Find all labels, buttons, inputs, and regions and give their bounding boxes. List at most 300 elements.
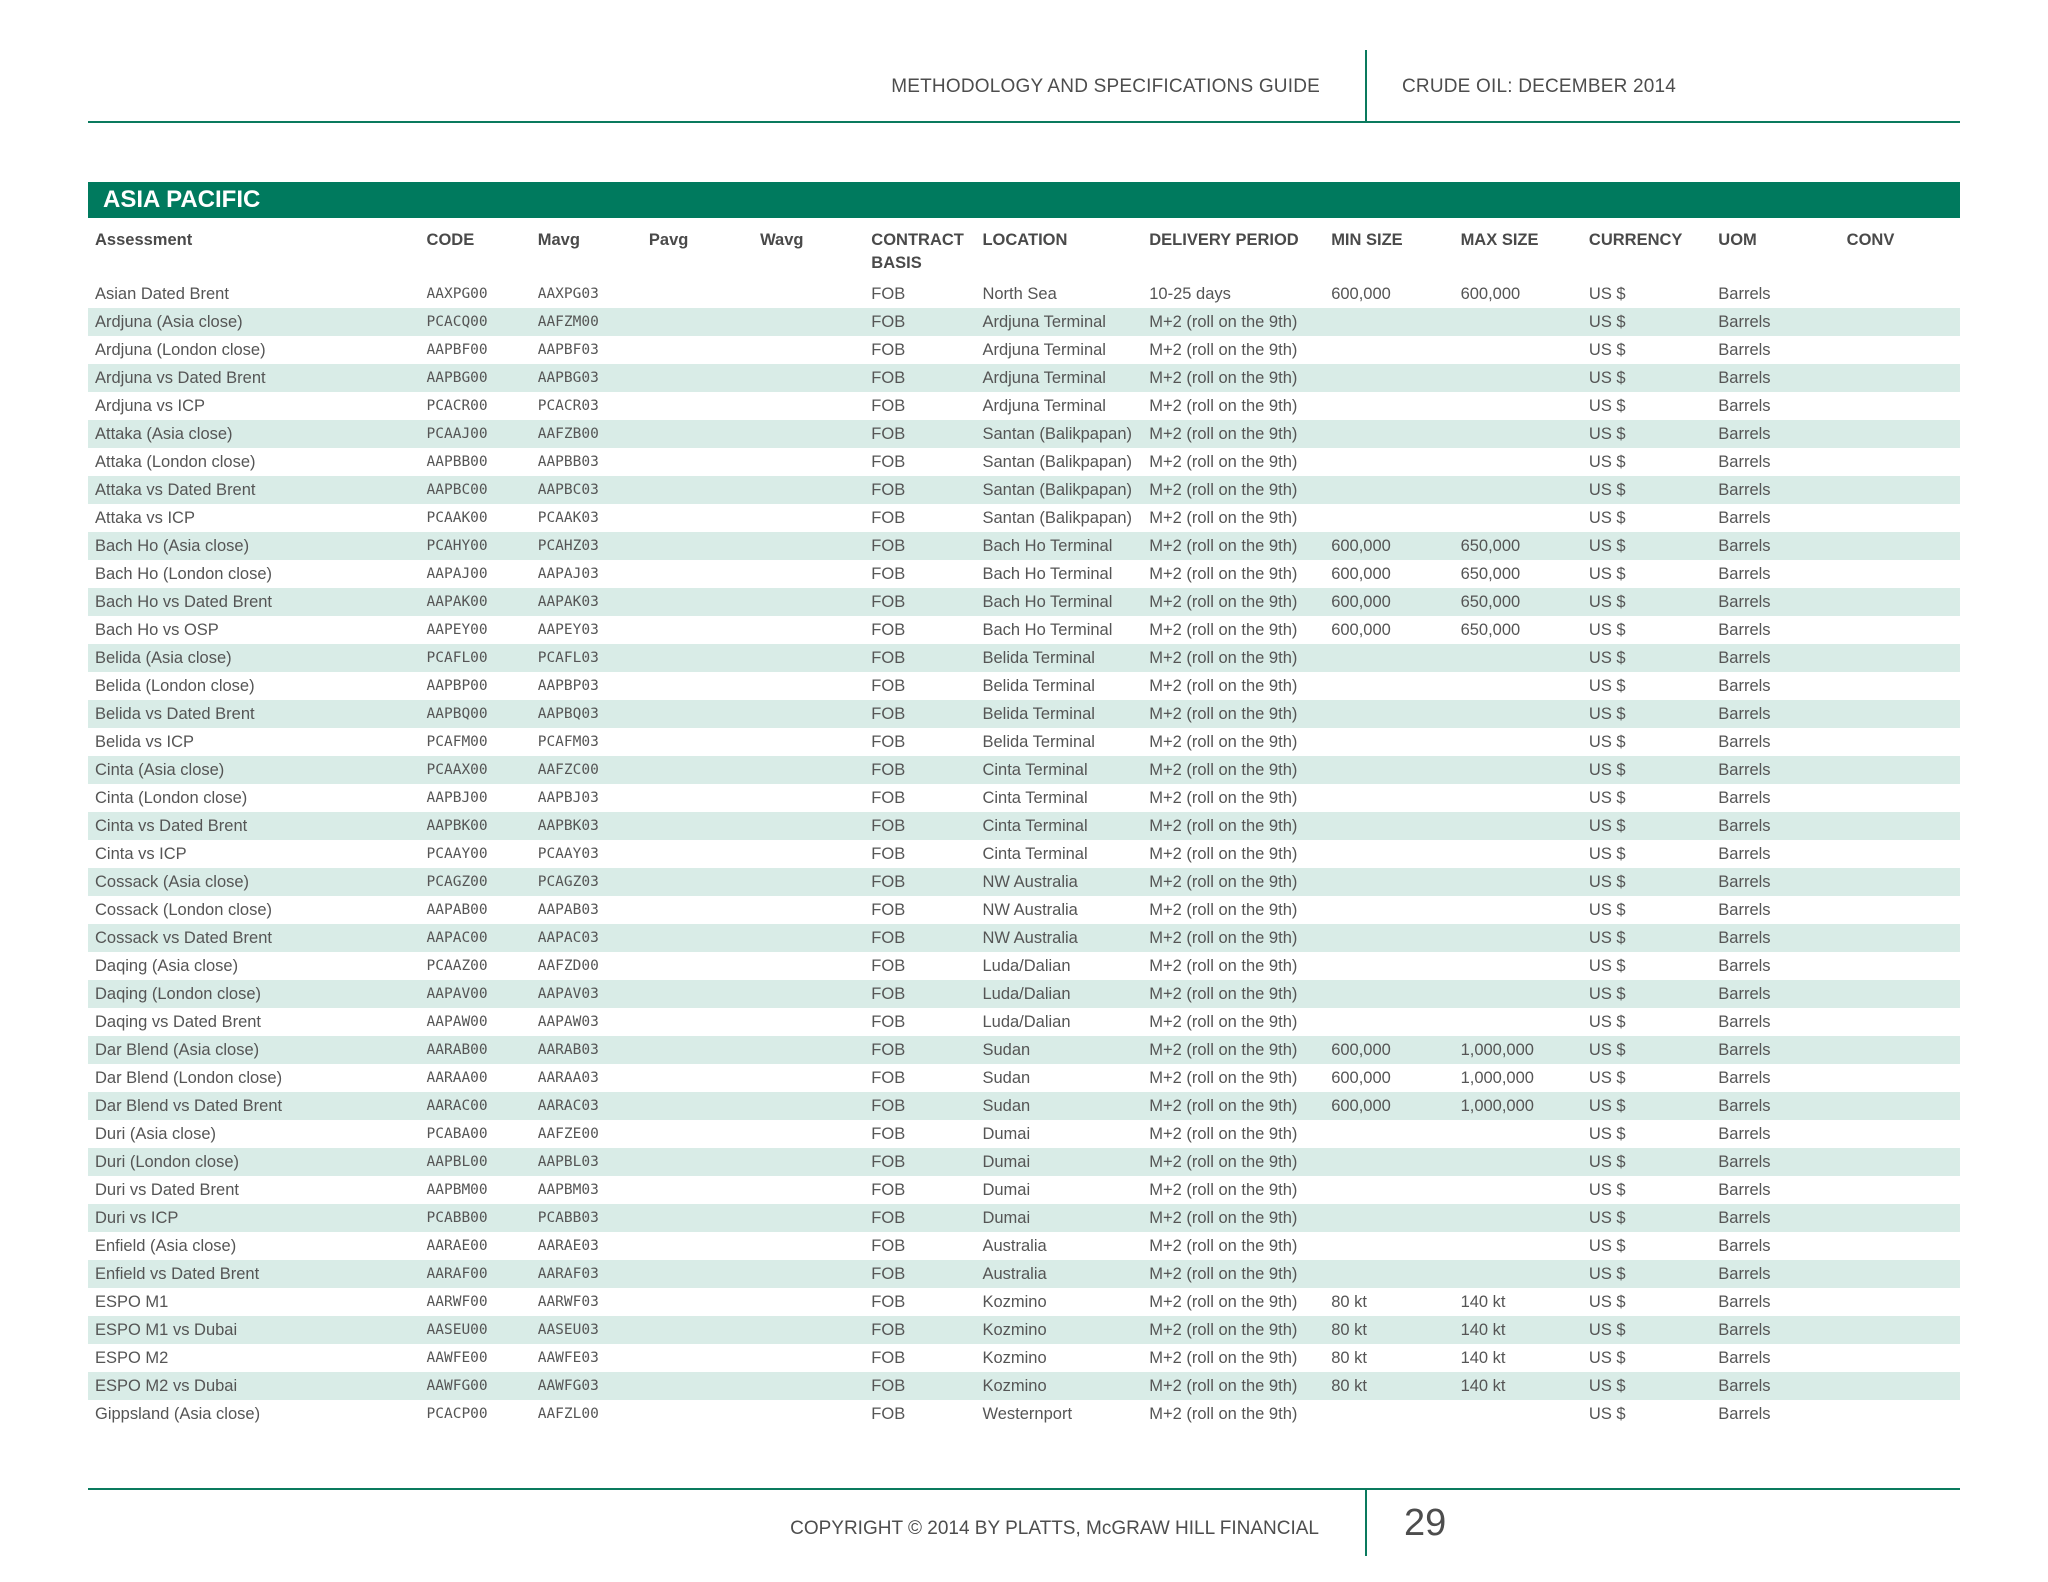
- cell-delivery-period: M+2 (roll on the 9th): [1149, 620, 1298, 639]
- cell-assessment: Bach Ho vs Dated Brent: [88, 588, 420, 616]
- cell-code: PCAAZ00: [426, 958, 488, 974]
- cell-mavg: AARWF03: [537, 1294, 599, 1310]
- cell-delivery-period: M+2 (roll on the 9th): [1149, 1124, 1298, 1143]
- cell-min-size: [1324, 700, 1453, 728]
- cell-delivery-period: M+2 (roll on the 9th): [1142, 308, 1324, 336]
- cell-mavg: AAPBB03: [537, 454, 599, 470]
- cell-code: PCABA00: [426, 1126, 488, 1142]
- header-rule: [88, 121, 1960, 123]
- cell-delivery-period: M+2 (roll on the 9th): [1149, 844, 1298, 863]
- cell-uom: Barrels: [1711, 476, 1839, 504]
- cell-pavg: [642, 420, 753, 448]
- cell-contract-basis: FOB: [871, 508, 906, 527]
- cell-assessment: Cossack vs Dated Brent: [88, 924, 420, 952]
- cell-location: Kozmino: [982, 1292, 1047, 1311]
- cell-pavg: [642, 448, 753, 476]
- cell-location: Belida Terminal: [982, 732, 1095, 751]
- cell-code: PCACP00: [426, 1406, 488, 1422]
- cell-uom: Barrels: [1718, 844, 1771, 863]
- cell-currency: US $: [1588, 956, 1626, 975]
- cell-pavg: [642, 1232, 753, 1260]
- cell-delivery-period: M+2 (roll on the 9th): [1142, 1148, 1324, 1176]
- table-header: [88, 222, 1960, 280]
- cell-conv: [1840, 1372, 1960, 1400]
- cell-code: AARAC00: [420, 1092, 531, 1120]
- cell-assessment: Daqing vs Dated Brent: [95, 1012, 262, 1031]
- cell-wavg: [753, 560, 864, 588]
- cell-max-size: 650,000: [1454, 588, 1582, 616]
- cell-uom: Barrels: [1718, 1236, 1771, 1255]
- cell-assessment: Ardjuna vs Dated Brent: [88, 364, 420, 392]
- cell-max-size: [1454, 644, 1582, 672]
- cell-code: AAPAK00: [420, 588, 531, 616]
- cell-max-size: 650,000: [1454, 532, 1582, 560]
- cell-location: Bach Ho Terminal: [975, 532, 1142, 560]
- cell-delivery-period: M+2 (roll on the 9th): [1149, 1068, 1298, 1087]
- cell-delivery-period: M+2 (roll on the 9th): [1149, 564, 1298, 583]
- cell-code: AAWFE00: [426, 1350, 488, 1366]
- cell-location: Sudan: [975, 1036, 1142, 1064]
- cell-wavg: [753, 812, 864, 840]
- cell-conv: [1840, 420, 1960, 448]
- cell-wavg: [753, 840, 864, 868]
- cell-location: Dumai: [975, 1204, 1142, 1232]
- cell-uom: Barrels: [1711, 924, 1839, 952]
- cell-currency: US $: [1588, 844, 1626, 863]
- cell-assessment: Gippsland (Asia close): [95, 1404, 261, 1423]
- cell-code: AAPBC00: [420, 476, 531, 504]
- cell-currency: US $: [1582, 644, 1711, 672]
- cell-currency: US $: [1582, 1204, 1711, 1232]
- cell-max-size: [1454, 924, 1582, 952]
- cell-contract-basis: FOB: [864, 700, 975, 728]
- cell-pavg: [642, 1148, 753, 1176]
- cell-conv: [1840, 1148, 1960, 1176]
- cell-delivery-period: M+2 (roll on the 9th): [1142, 980, 1324, 1008]
- cell-pavg: [642, 560, 753, 588]
- cell-pavg: [642, 392, 753, 420]
- cell-mavg: AAFZC00: [531, 756, 642, 784]
- cell-assessment: Asian Dated Brent: [95, 284, 229, 303]
- cell-assessment: Ardjuna vs ICP: [95, 396, 206, 415]
- col-max-size: MAX SIZE: [1460, 231, 1539, 249]
- cell-pavg: [642, 1204, 753, 1232]
- cell-uom: Barrels: [1718, 788, 1771, 807]
- table-row: [88, 364, 1960, 392]
- table-row: [88, 1092, 1960, 1120]
- cell-contract-basis: FOB: [864, 868, 975, 896]
- cell-code: PCAFM00: [426, 734, 488, 750]
- cell-code: AASEU00: [420, 1316, 531, 1344]
- cell-delivery-period: M+2 (roll on the 9th): [1149, 1012, 1298, 1031]
- cell-min-size: 600,000: [1324, 588, 1453, 616]
- cell-min-size: [1324, 1120, 1453, 1148]
- cell-code: PCAAX00: [420, 756, 531, 784]
- col-currency: CURRENCY: [1588, 231, 1683, 249]
- cell-max-size: 600,000: [1460, 284, 1521, 303]
- cell-delivery-period: M+2 (roll on the 9th): [1149, 508, 1298, 527]
- cell-assessment: Cossack (London close): [95, 900, 273, 919]
- cell-code: AAPBB00: [426, 454, 488, 470]
- cell-location: NW Australia: [975, 924, 1142, 952]
- cell-conv: [1840, 1400, 1960, 1428]
- cell-min-size: [1324, 980, 1453, 1008]
- cell-code: AAPBL00: [420, 1148, 531, 1176]
- cell-location: Luda/Dalian: [982, 1012, 1071, 1031]
- cell-code: AAPBP00: [426, 678, 488, 694]
- cell-min-size: [1324, 756, 1453, 784]
- cell-mavg: AAPAJ03: [537, 566, 599, 582]
- cell-pavg: [642, 1092, 753, 1120]
- cell-wavg: [753, 336, 864, 364]
- cell-max-size: [1454, 336, 1582, 364]
- cell-currency: US $: [1588, 1292, 1626, 1311]
- cell-location: Santan (Balikpapan): [982, 452, 1132, 471]
- cell-min-size: 600,000: [1324, 1036, 1453, 1064]
- cell-max-size: [1454, 1204, 1582, 1232]
- cell-wavg: [753, 1344, 864, 1372]
- copyright-text: COPYRIGHT © 2014 BY PLATTS, McGRAW HILL FINANCIAL: [790, 1518, 1319, 1539]
- cell-contract-basis: FOB: [864, 756, 975, 784]
- table-row: [88, 336, 1960, 364]
- cell-max-size: 140 kt: [1460, 1348, 1506, 1367]
- cell-currency: US $: [1588, 900, 1626, 919]
- cell-contract-basis: FOB: [864, 812, 975, 840]
- cell-uom: Barrels: [1718, 900, 1771, 919]
- cell-pavg: [642, 700, 753, 728]
- cell-delivery-period: M+2 (roll on the 9th): [1142, 812, 1324, 840]
- cell-contract-basis: FOB: [864, 924, 975, 952]
- cell-code: PCAFL00: [420, 644, 531, 672]
- cell-contract-basis: FOB: [871, 1348, 906, 1367]
- cell-min-size: [1324, 952, 1453, 980]
- cell-delivery-period: M+2 (roll on the 9th): [1142, 588, 1324, 616]
- cell-mavg: PCAGZ03: [531, 868, 642, 896]
- cell-location: Westernport: [982, 1404, 1073, 1423]
- cell-pavg: [642, 364, 753, 392]
- cell-contract-basis: FOB: [871, 900, 906, 919]
- cell-max-size: 1,000,000: [1454, 1092, 1582, 1120]
- cell-currency: US $: [1582, 1372, 1711, 1400]
- cell-max-size: [1454, 1232, 1582, 1260]
- cell-min-size: [1324, 1232, 1453, 1260]
- cell-delivery-period: M+2 (roll on the 9th): [1142, 868, 1324, 896]
- cell-conv: [1840, 364, 1960, 392]
- cell-contract-basis: FOB: [871, 452, 906, 471]
- cell-mavg: AAFZM00: [531, 308, 642, 336]
- cell-currency: US $: [1582, 1316, 1711, 1344]
- cell-conv: [1840, 812, 1960, 840]
- cell-location: Sudan: [975, 1092, 1142, 1120]
- cell-wavg: [753, 980, 864, 1008]
- cell-min-size: [1324, 728, 1453, 756]
- cell-conv: [1840, 1232, 1960, 1260]
- cell-mavg: PCAAY03: [537, 846, 599, 862]
- table-row: [88, 1288, 1960, 1316]
- cell-min-size: 600,000: [1324, 1092, 1453, 1120]
- cell-min-size: 600,000: [1331, 620, 1391, 639]
- cell-pavg: [642, 280, 753, 308]
- cell-assessment: ESPO M2 vs Dubai: [88, 1372, 420, 1400]
- cell-contract-basis: FOB: [864, 476, 975, 504]
- cell-pavg: [642, 588, 753, 616]
- cell-currency: US $: [1582, 476, 1711, 504]
- cell-location: Ardjuna Terminal: [982, 340, 1106, 359]
- cell-min-size: 80 kt: [1331, 1292, 1367, 1311]
- table-row: [88, 1204, 1960, 1232]
- cell-wavg: [753, 1204, 864, 1232]
- cell-location: Bach Ho Terminal: [975, 588, 1142, 616]
- cell-pavg: [642, 308, 753, 336]
- cell-conv: [1840, 448, 1960, 476]
- cell-location: Australia: [975, 1260, 1142, 1288]
- cell-assessment: Dar Blend vs Dated Brent: [88, 1092, 420, 1120]
- cell-wavg: [753, 672, 864, 700]
- table-row: [88, 784, 1960, 812]
- table-row: [88, 1064, 1960, 1092]
- cell-assessment: Enfield vs Dated Brent: [88, 1260, 420, 1288]
- cell-conv: [1840, 700, 1960, 728]
- cell-location: Luda/Dalian: [975, 980, 1142, 1008]
- cell-delivery-period: M+2 (roll on the 9th): [1142, 476, 1324, 504]
- cell-wavg: [753, 1260, 864, 1288]
- col-uom: UOM: [1718, 231, 1757, 249]
- cell-currency: US $: [1588, 1348, 1626, 1367]
- cell-contract-basis: FOB: [864, 532, 975, 560]
- table-body: [88, 280, 1960, 1428]
- cell-max-size: [1454, 364, 1582, 392]
- cell-code: AAPAW00: [426, 1014, 488, 1030]
- cell-mavg: AAPBM03: [537, 1182, 599, 1198]
- table-row: [88, 952, 1960, 980]
- cell-wavg: [753, 280, 864, 308]
- table-row: [88, 1260, 1960, 1288]
- cell-delivery-period: M+2 (roll on the 9th): [1142, 532, 1324, 560]
- cell-min-size: [1324, 1176, 1453, 1204]
- cell-max-size: 140 kt: [1454, 1372, 1582, 1400]
- cell-currency: US $: [1582, 756, 1711, 784]
- cell-mavg: PCAFM03: [537, 734, 599, 750]
- table-row: [88, 1120, 1960, 1148]
- cell-code: PCAAJ00: [420, 420, 531, 448]
- cell-location: Ardjuna Terminal: [975, 364, 1142, 392]
- cell-wavg: [753, 1232, 864, 1260]
- cell-min-size: [1324, 448, 1453, 476]
- cell-max-size: [1454, 784, 1582, 812]
- cell-currency: US $: [1588, 508, 1626, 527]
- cell-uom: Barrels: [1711, 1092, 1839, 1120]
- cell-min-size: 600,000: [1331, 1068, 1391, 1087]
- cell-wavg: [753, 1092, 864, 1120]
- cell-mavg: AAFZD00: [537, 958, 599, 974]
- cell-uom: Barrels: [1711, 1260, 1839, 1288]
- cell-assessment: Cinta (Asia close): [88, 756, 420, 784]
- table-row: [88, 672, 1960, 700]
- col-location: LOCATION: [982, 231, 1068, 249]
- cell-min-size: [1324, 504, 1453, 532]
- cell-code: AAPAV00: [420, 980, 531, 1008]
- table-row: [88, 616, 1960, 644]
- cell-code: AAPAB00: [426, 902, 488, 918]
- cell-delivery-period: M+2 (roll on the 9th): [1149, 340, 1298, 359]
- cell-min-size: 600,000: [1324, 532, 1453, 560]
- cell-currency: US $: [1588, 676, 1626, 695]
- cell-max-size: [1454, 1176, 1582, 1204]
- col-pavg: Pavg: [648, 231, 689, 249]
- cell-conv: [1840, 532, 1960, 560]
- cell-code: AARWF00: [426, 1294, 488, 1310]
- page-number: 29: [1404, 1502, 1447, 1544]
- cell-uom: Barrels: [1711, 588, 1839, 616]
- cell-min-size: [1324, 840, 1453, 868]
- cell-assessment: Cinta vs Dated Brent: [88, 812, 420, 840]
- cell-pavg: [642, 1036, 753, 1064]
- cell-delivery-period: M+2 (roll on the 9th): [1149, 900, 1298, 919]
- cell-wavg: [753, 1288, 864, 1316]
- cell-conv: [1840, 924, 1960, 952]
- cell-pavg: [642, 476, 753, 504]
- cell-mavg: AAPBP03: [537, 678, 599, 694]
- footer-divider: [1365, 1490, 1367, 1556]
- cell-contract-basis: FOB: [871, 1012, 906, 1031]
- cell-uom: Barrels: [1711, 364, 1839, 392]
- cell-uom: Barrels: [1711, 644, 1839, 672]
- cell-delivery-period: M+2 (roll on the 9th): [1149, 452, 1298, 471]
- cell-contract-basis: FOB: [864, 980, 975, 1008]
- cell-max-size: [1454, 1400, 1582, 1428]
- cell-max-size: [1454, 812, 1582, 840]
- cell-currency: US $: [1582, 420, 1711, 448]
- cell-contract-basis: FOB: [871, 284, 906, 303]
- cell-wavg: [753, 952, 864, 980]
- cell-mavg: AAPBG03: [531, 364, 642, 392]
- cell-wavg: [753, 896, 864, 924]
- cell-currency: US $: [1588, 788, 1626, 807]
- cell-min-size: [1324, 672, 1453, 700]
- cell-uom: Barrels: [1718, 676, 1771, 695]
- cell-code: PCABB00: [420, 1204, 531, 1232]
- cell-uom: Barrels: [1711, 1316, 1839, 1344]
- table-row: [88, 644, 1960, 672]
- cell-uom: Barrels: [1718, 1292, 1771, 1311]
- cell-pavg: [642, 1260, 753, 1288]
- cell-uom: Barrels: [1711, 532, 1839, 560]
- cell-currency: US $: [1588, 1236, 1626, 1255]
- cell-delivery-period: M+2 (roll on the 9th): [1142, 420, 1324, 448]
- cell-mavg: AAPAB03: [537, 902, 599, 918]
- cell-code: AAPBJ00: [426, 790, 488, 806]
- cell-max-size: 650,000: [1460, 620, 1521, 639]
- cell-contract-basis: FOB: [871, 1236, 906, 1255]
- cell-currency: US $: [1588, 396, 1626, 415]
- cell-max-size: [1454, 896, 1582, 924]
- cell-min-size: [1324, 1148, 1453, 1176]
- cell-pavg: [642, 1372, 753, 1400]
- table-row: [88, 980, 1960, 1008]
- cell-code: PCAGZ00: [420, 868, 531, 896]
- cell-delivery-period: M+2 (roll on the 9th): [1149, 1292, 1298, 1311]
- cell-uom: Barrels: [1718, 956, 1771, 975]
- cell-conv: [1840, 896, 1960, 924]
- cell-mavg: AAWFE03: [537, 1350, 599, 1366]
- cell-pavg: [642, 532, 753, 560]
- cell-currency: US $: [1582, 812, 1711, 840]
- table-row: [88, 812, 1960, 840]
- cell-assessment: Attaka (London close): [95, 452, 256, 471]
- cell-delivery-period: M+2 (roll on the 9th): [1149, 1180, 1298, 1199]
- cell-contract-basis: FOB: [871, 844, 906, 863]
- cell-uom: Barrels: [1711, 420, 1839, 448]
- cell-wavg: [753, 784, 864, 812]
- cell-min-size: 80 kt: [1324, 1316, 1453, 1344]
- cell-code: AARAA00: [426, 1070, 488, 1086]
- cell-contract-basis: FOB: [864, 364, 975, 392]
- cell-pavg: [642, 728, 753, 756]
- cell-uom: Barrels: [1718, 620, 1771, 639]
- cell-pavg: [642, 980, 753, 1008]
- cell-delivery-period: M+2 (roll on the 9th): [1142, 1372, 1324, 1400]
- cell-mavg: AAWFG03: [531, 1372, 642, 1400]
- cell-wavg: [753, 616, 864, 644]
- cell-contract-basis: FOB: [871, 1292, 906, 1311]
- cell-assessment: Belida (Asia close): [88, 644, 420, 672]
- cell-wavg: [753, 1064, 864, 1092]
- cell-uom: Barrels: [1711, 700, 1839, 728]
- cell-pavg: [642, 336, 753, 364]
- table-row: [88, 1344, 1960, 1372]
- cell-delivery-period: M+2 (roll on the 9th): [1142, 1036, 1324, 1064]
- cell-wavg: [753, 868, 864, 896]
- cell-uom: Barrels: [1718, 452, 1771, 471]
- cell-max-size: [1454, 448, 1582, 476]
- cell-wavg: [753, 756, 864, 784]
- cell-code: AAPBK00: [420, 812, 531, 840]
- guide-title: METHODOLOGY AND SPECIFICATIONS GUIDE: [891, 76, 1320, 97]
- cell-max-size: [1454, 700, 1582, 728]
- cell-pavg: [642, 672, 753, 700]
- cell-mavg: AAPAC03: [531, 924, 642, 952]
- cell-delivery-period: M+2 (roll on the 9th): [1149, 1236, 1298, 1255]
- cell-wavg: [753, 924, 864, 952]
- cell-currency: US $: [1582, 980, 1711, 1008]
- cell-location: Sudan: [982, 1068, 1031, 1087]
- cell-max-size: [1454, 1120, 1582, 1148]
- cell-contract-basis: FOB: [871, 676, 906, 695]
- cell-assessment: Bach Ho vs OSP: [95, 620, 219, 639]
- table-row: [88, 728, 1960, 756]
- cell-conv: [1840, 868, 1960, 896]
- col-contract-basis: CONTRACT BASIS: [871, 231, 964, 272]
- cell-contract-basis: FOB: [864, 1316, 975, 1344]
- table-row: [88, 700, 1960, 728]
- cell-mavg: AAFZL00: [537, 1406, 599, 1422]
- cell-contract-basis: FOB: [871, 1404, 906, 1423]
- cell-assessment: Bach Ho (London close): [95, 564, 273, 583]
- cell-min-size: 600,000: [1331, 564, 1391, 583]
- cell-min-size: [1324, 392, 1453, 420]
- cell-mavg: AAXPG03: [537, 286, 599, 302]
- cell-code: AAPBM00: [426, 1182, 488, 1198]
- table-row: [88, 532, 1960, 560]
- cell-wavg: [753, 728, 864, 756]
- table-row: [88, 420, 1960, 448]
- header-divider: [1365, 50, 1367, 122]
- cell-min-size: [1324, 1260, 1453, 1288]
- cell-location: Santan (Balikpapan): [975, 476, 1142, 504]
- table-row: [88, 756, 1960, 784]
- cell-contract-basis: FOB: [871, 396, 906, 415]
- cell-min-size: [1324, 476, 1453, 504]
